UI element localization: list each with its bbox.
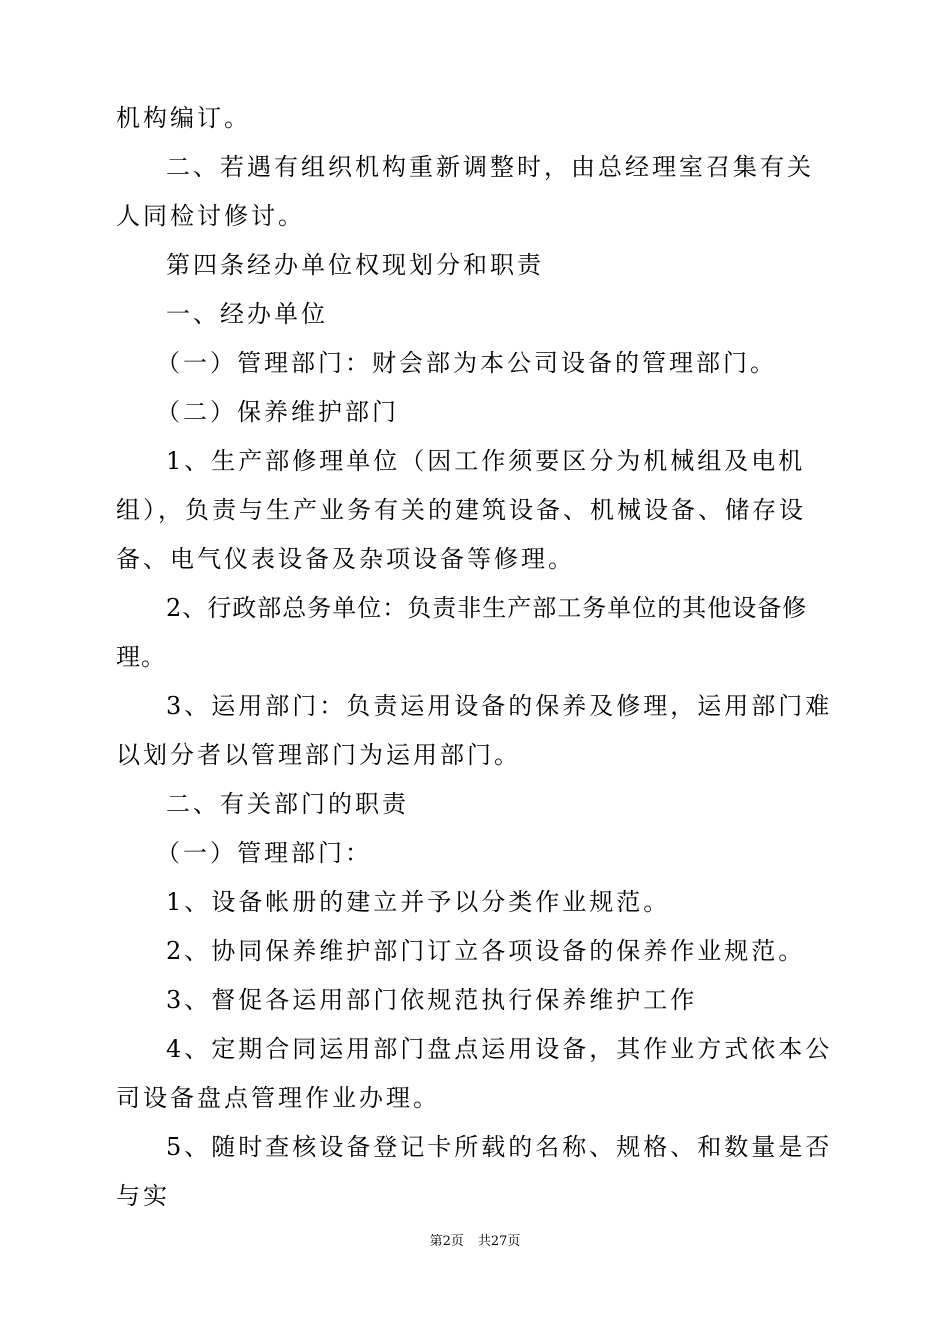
paragraph-2: 二、若遇有组织机构重新调整时，由总经理室召集有关人同检讨修讨。 bbox=[116, 153, 814, 230]
paragraph-1: 机构编订。 bbox=[116, 104, 251, 132]
section-heading-1: 一、经办单位 bbox=[166, 300, 328, 328]
section-heading-2: 二、有关部门的职责 bbox=[166, 790, 409, 818]
paragraph-14: 3、督促各运用部门依规范执行保养维护工作 bbox=[166, 986, 698, 1014]
paragraph-8: 2、行政部总务单位：负责非生产部工务单位的其他设备修理。 bbox=[116, 594, 808, 671]
paragraph-15: 4、定期合同运用部门盘点运用设备，其作业方式依本公司设备盘点管理作业办理。 bbox=[116, 1035, 833, 1112]
paragraph-9: 3、运用部门：负责运用设备的保养及修理，运用部门难以划分者以管理部门为运用部门。 bbox=[116, 692, 833, 769]
article-heading: 第四条经办单位权现划分和职责 bbox=[166, 251, 544, 279]
paragraph-13: 2、协同保养维护部门订立各项设备的保养作业规范。 bbox=[166, 937, 806, 965]
paragraph-12: 1、设备帐册的建立并予以分类作业规范。 bbox=[166, 888, 671, 916]
paragraph-6: （二）保养维护部门 bbox=[156, 398, 399, 426]
document-body bbox=[116, 94, 836, 1221]
paragraph-16: 5、随时查核设备登记卡所载的名称、规格、和数量是否与实 bbox=[116, 1133, 833, 1210]
page-footer bbox=[0, 1233, 950, 1251]
paragraph-11: （一）管理部门： bbox=[156, 839, 372, 867]
paragraph-7: 1、生产部修理单位（因工作须要区分为机械组及电机组），负责与生产业务有关的建筑设备、机械设备、储存设备、电气仪表设备及杂项设备等修理。 bbox=[116, 447, 806, 573]
page-number-current: 第2页 bbox=[429, 1234, 464, 1249]
paragraph-5: （一）管理部门：财会部为本公司设备的管理部门。 bbox=[156, 349, 777, 377]
page-number-total: 共27页 bbox=[477, 1234, 521, 1249]
